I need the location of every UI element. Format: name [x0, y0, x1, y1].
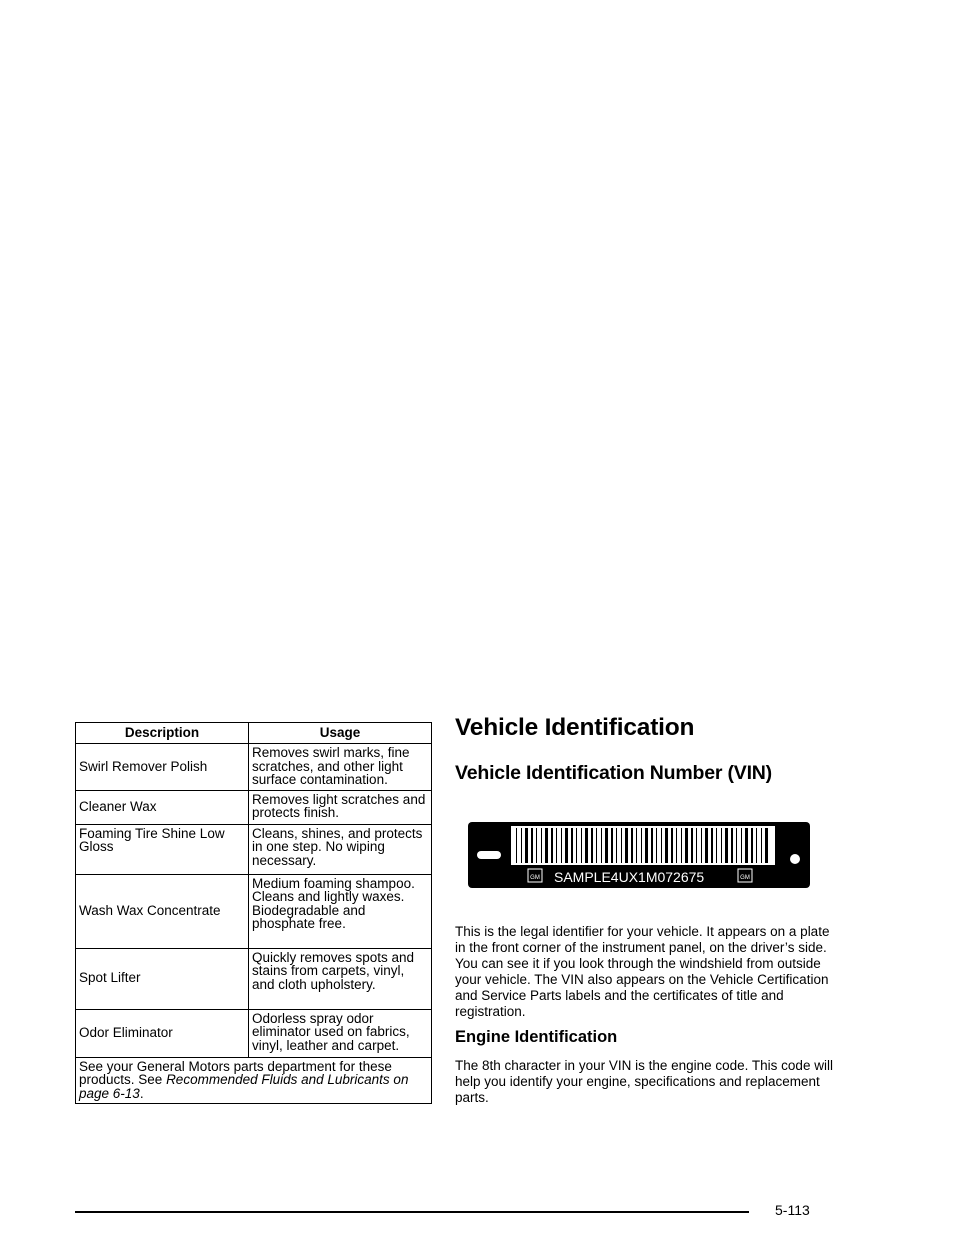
barcode-bar: [681, 828, 682, 863]
barcode-bar: [696, 828, 697, 863]
barcode-bar: [765, 828, 768, 863]
barcode-bar: [716, 828, 717, 863]
product-usage: Medium foaming shampoo. Cleans and lightly waxes. Biodegradable and phosphate free.: [249, 874, 432, 948]
car-care-products-table: [75, 722, 432, 1104]
product-usage: Odorless spray odor eliminator used on fabrics, vinyl, leather and carpet.: [249, 1009, 432, 1057]
barcode-bar: [611, 828, 613, 863]
barcode-bar: [616, 828, 617, 863]
table-row: [76, 1009, 432, 1057]
barcode-bar: [631, 828, 633, 863]
barcode-bar: [521, 828, 522, 863]
barcode-bar: [581, 828, 582, 863]
section-title: Vehicle Identification: [455, 714, 695, 741]
product-usage: Cleans, shines, and protects in one step. No wiping necessary.: [249, 824, 432, 874]
barcode-bar: [525, 828, 528, 863]
product-usage: Removes swirl marks, fine scratches, and other light surface contamination.: [249, 744, 432, 791]
footer-rule: [75, 1211, 749, 1213]
table-row: [76, 790, 432, 824]
product-description: Cleaner Wax: [76, 790, 249, 824]
barcode-bar: [661, 828, 662, 863]
barcode-bar: [725, 828, 728, 863]
barcode-bar: [671, 828, 673, 863]
vin-plate-illustration: [468, 822, 810, 888]
barcode-bar: [731, 828, 733, 863]
barcode-bar: [541, 828, 542, 863]
barcode-bar: [641, 828, 642, 863]
svg-text:GM: GM: [530, 875, 540, 881]
table-row: [76, 874, 432, 948]
product-description: Wash Wax Concentrate: [76, 874, 249, 948]
product-usage: Quickly removes spots and stains from carpets, vinyl, and cloth upholstery.: [249, 948, 432, 1009]
barcode-bar: [565, 828, 568, 863]
column-header-description: Description: [76, 723, 249, 744]
barcode-bar: [591, 828, 593, 863]
product-description: Foaming Tire Shine Low Gloss: [76, 824, 249, 874]
barcode-bar: [571, 828, 573, 863]
barcode-bar: [701, 828, 702, 863]
page-number: 5-113: [775, 1202, 810, 1218]
product-description: Spot Lifter: [76, 948, 249, 1009]
barcode-bar: [761, 828, 762, 863]
barcode-bar: [585, 828, 588, 863]
table-note-row: [76, 1057, 432, 1104]
barcode-bar: [745, 828, 748, 863]
barcode-bar: [551, 828, 553, 863]
barcode-bar: [556, 828, 557, 863]
vin-description: This is the legal identifier for your vehicle. It appears on a plate in the front corner of the instrument panel, on the driver’s side. You can see it if you look through the windshield from outside your vehicle. The VIN also appears on the Vehicle Certification and Service Parts labels and the certificates of title and registration.: [455, 924, 830, 1019]
barcode-bar: [545, 828, 548, 863]
barcode-bar: [531, 828, 533, 863]
barcode-bar: [516, 828, 517, 863]
barcode-bar: [645, 828, 648, 863]
vin-number: SAMPLE4UX1M072675: [554, 869, 705, 885]
barcode-bar: [561, 828, 562, 863]
recommended-fluids-link[interactable]: Recommended Fluids and Lubricants on page 6-13: [79, 1072, 409, 1101]
table-row: [76, 824, 432, 874]
note-end: .: [139, 1085, 144, 1101]
barcode-bar: [605, 828, 608, 863]
table-row: [76, 948, 432, 1009]
barcode-bar: [721, 828, 722, 863]
barcode-bar: [736, 828, 737, 863]
barcode-bar: [741, 828, 742, 863]
barcode-bar: [751, 828, 753, 863]
barcode-bar: [685, 828, 688, 863]
barcode-bar: [601, 828, 602, 863]
barcode-bar: [625, 828, 628, 863]
barcode-bar: [636, 828, 637, 863]
table-row: [76, 744, 432, 791]
engine-identification-text: The 8th character in your VIN is the engine code. This code will help you identify your engine, specifications and replacement parts.: [455, 1058, 833, 1105]
subsection-title: Vehicle Identification Number (VIN): [455, 762, 772, 784]
product-usage: Removes light scratches and protects finish.: [249, 790, 432, 824]
note-text: See your General Motors parts department for these products. See: [79, 1058, 392, 1087]
column-header-usage: Usage: [249, 723, 432, 744]
barcode-bar: [656, 828, 657, 863]
barcode-bar: [676, 828, 677, 863]
product-description: Odor Eliminator: [76, 1009, 249, 1057]
barcode-bar: [576, 828, 577, 863]
barcode-bar: [756, 828, 757, 863]
barcode-bar: [711, 828, 713, 863]
table-note: [76, 1057, 432, 1104]
barcode-bar: [651, 828, 653, 863]
barcode-bar: [596, 828, 597, 863]
engine-identification-title: Engine Identification: [455, 1028, 618, 1046]
product-description: Swirl Remover Polish: [76, 744, 249, 791]
barcode-bar: [536, 828, 537, 863]
barcode-bar: [705, 828, 708, 863]
barcode-bar: [665, 828, 668, 863]
barcode-bar: [621, 828, 622, 863]
table-header-row: [76, 723, 432, 744]
svg-text:GM: GM: [740, 875, 750, 881]
barcode-bar: [691, 828, 693, 863]
